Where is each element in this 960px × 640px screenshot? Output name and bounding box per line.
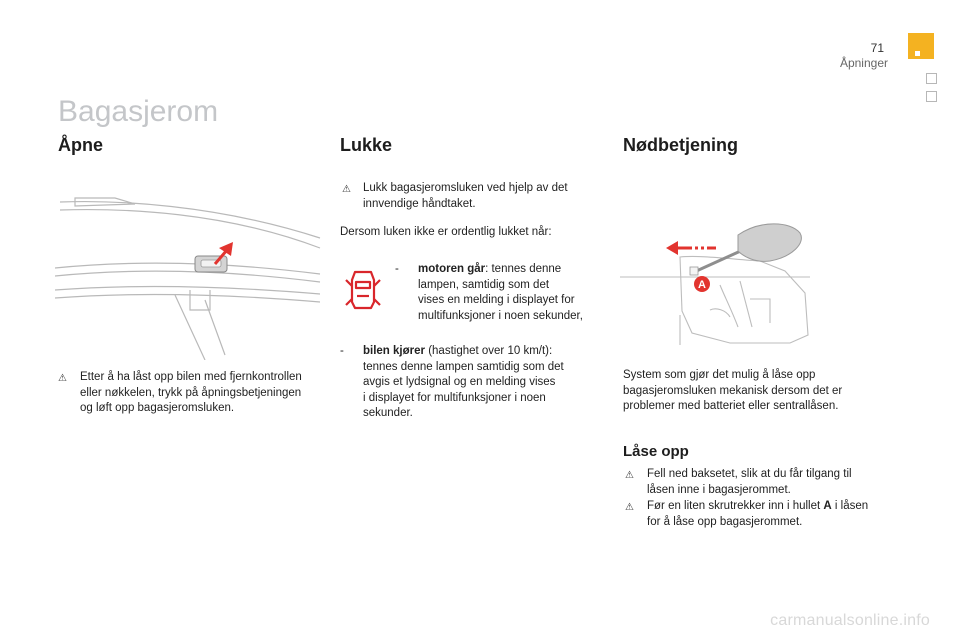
heading-unlock: Låse opp: [623, 443, 689, 460]
condition-car-moving: [363, 344, 564, 422]
hole-label: A: [823, 500, 832, 512]
text-line: lampen, samtidig som det: [418, 278, 550, 291]
bullet-marker: ⚠︎: [58, 373, 67, 384]
section-name: Åpninger: [839, 56, 888, 70]
tab-box-1: [926, 73, 937, 84]
text-fragment: : tennes denne: [485, 263, 562, 275]
tab-box-2: [926, 91, 937, 102]
bullet-marker: ⚠︎: [625, 470, 634, 481]
text-line: System som gjør det mulig å låse opp: [623, 369, 816, 381]
close-intro: Dersom luken ikke er ordentlig lukket når:: [340, 226, 552, 238]
heading-emergency: Nødbetjening: [623, 135, 738, 155]
close-instruction: [363, 181, 568, 212]
callout-a: A: [698, 279, 706, 291]
text-line: bagasjeromsluken mekanisk dersom det er: [623, 384, 843, 397]
text-line: vises en melding i displayet for: [418, 294, 575, 306]
text-line: i displayet for multifunksjoner i noen: [363, 391, 546, 404]
bullet-marker: ⚠︎: [342, 184, 351, 195]
condition-engine-running: [418, 262, 583, 324]
dash: -: [395, 263, 399, 275]
watermark: carmanualsonline.info: [770, 612, 930, 629]
open-door-warning-icon: [343, 266, 383, 312]
heading-close: Lukke: [340, 135, 393, 155]
text-line: Lukk bagasjeromsluken ved hjelp av det: [363, 182, 568, 194]
page-number: 71: [870, 41, 884, 55]
heading-open: Åpne: [58, 135, 103, 155]
text-line: eller nøkkelen, trykk på åpningsbetjeningen: [80, 386, 302, 399]
text-line: tennes denne lampen samtidig som det: [363, 360, 564, 373]
text-line: for å låse opp bagasjerommet.: [647, 515, 803, 528]
text-line: multifunksjoner i noen sekunder,: [418, 309, 583, 322]
condition-label: bilen kjører: [363, 345, 425, 357]
text-line: Fell ned baksetet, slik at du får tilgang til: [647, 468, 852, 480]
unlock-step-1: [647, 467, 852, 498]
text-fragment: i låsen: [831, 500, 869, 512]
text-fragment: Før en liten skrutrekker inn i hullet: [647, 500, 824, 512]
text-line: og løft opp bagasjeromsluken.: [80, 402, 235, 414]
text-line: Etter å ha låst opp bilen med fjernkontrollen: [80, 371, 302, 383]
lock-screwdriver-illustration: [620, 215, 820, 355]
condition-label: motoren går: [418, 263, 486, 275]
text-line: [418, 262, 583, 278]
text-line: avgis et lydsignal og en melding vises: [363, 376, 556, 388]
unlock-step-2: [647, 499, 868, 530]
text-line: innvendige håndtaket.: [363, 197, 476, 210]
text-line: [647, 499, 868, 515]
text-line: [363, 344, 564, 360]
dash: -: [340, 345, 344, 357]
open-instructions: [80, 370, 302, 417]
emergency-description: [623, 368, 842, 415]
text-line: sekunder.: [363, 407, 413, 419]
bullet-marker: ⚠︎: [625, 502, 634, 513]
text-line: problemer med batteriet eller sentrallåsen.: [623, 400, 839, 412]
section-tab-marker: [908, 33, 934, 59]
text-line: låsen inne i bagasjerommet.: [647, 483, 791, 496]
page-title: Bagasjerom: [58, 95, 219, 128]
tailgate-handle-illustration: [55, 190, 325, 360]
text-fragment: (hastighet over 10 km/t):: [425, 345, 553, 357]
